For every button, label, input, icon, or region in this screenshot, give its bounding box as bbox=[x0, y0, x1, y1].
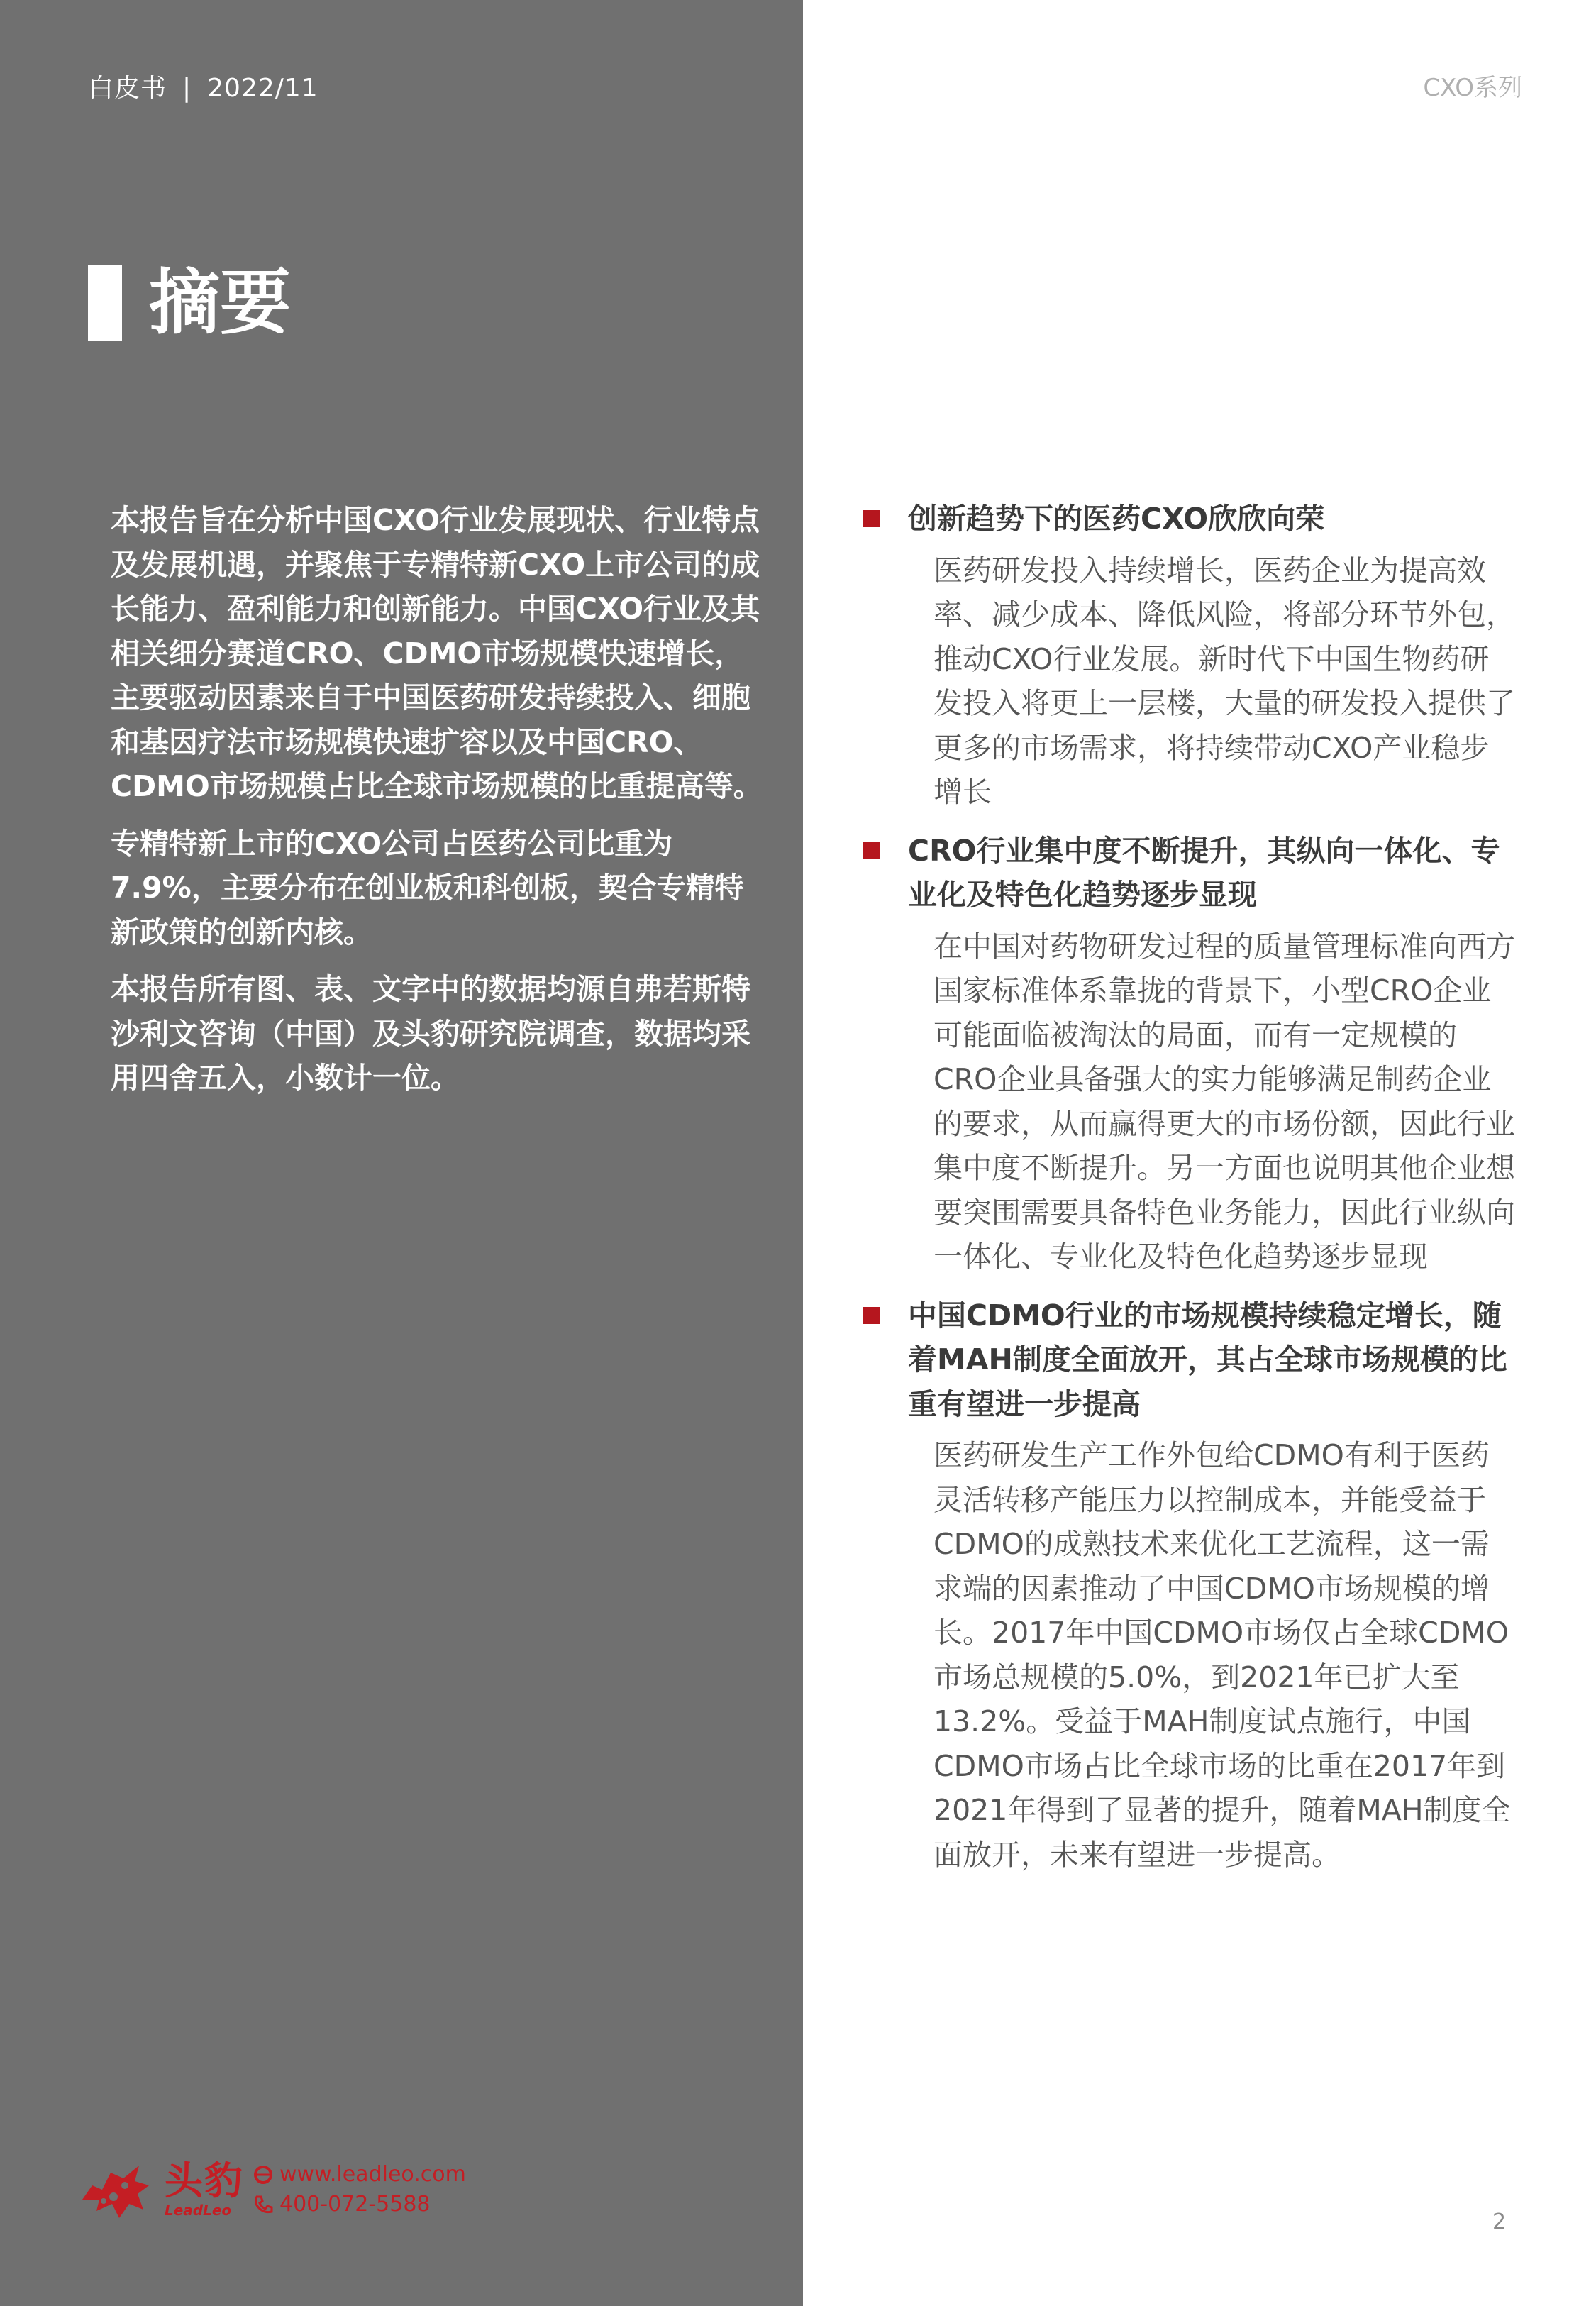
finding-body: 在中国对药物研发过程的质量管理标准向西方国家标准体系靠拢的背景下，小型CRO企业可能面临被淘汰的局面，而有一定规模的CRO企业具备强大的实力能够满足制药企业的要求，从而赢得更大的市场份额，因此行业集中度不断提升。另一方面也说明其他企业想要突围需要具备特色业务能力，因此行业纵向一体化、专业化及特色化趋势逐步显现 bbox=[933, 929, 1515, 1274]
phone-row bbox=[253, 2190, 466, 2219]
phone-icon bbox=[253, 2194, 274, 2215]
finding-title: 创新趋势下的医药CXO欣欣向荣 bbox=[908, 502, 1325, 536]
finding-title: 中国CDMO行业的市场规模持续稳定增长，随着MAH制度全面放开，其占全球市场规模的比重有望进一步提高 bbox=[908, 1298, 1507, 1421]
doc-date: 2022/11 bbox=[207, 74, 318, 103]
square-bullet-icon bbox=[863, 842, 880, 859]
finding-section bbox=[863, 497, 1515, 815]
summary-paragraph: 本报告旨在分析中国CXO行业发展现状、行业特点及发展机遇，并聚焦于专精特新CXO上市公司的成长能力、盈利能力和创新能力。中国CXO行业及其相关细分赛道CRO、CDMO市场规模快速增长，主要驱动因素来自于中国医药研发持续投入、细胞和基因疗法市场规模快速扩容以及中国CRO、CDMO市场规模占比全球市场规模的比重提高等。 bbox=[111, 503, 763, 803]
website-row bbox=[253, 2160, 466, 2190]
website-link[interactable]: www.leadleo.com bbox=[279, 2162, 466, 2187]
leadleo-logo bbox=[78, 2157, 466, 2222]
square-bullet-icon bbox=[863, 510, 880, 527]
page-number: 2 bbox=[1492, 2210, 1507, 2234]
leopard-icon bbox=[78, 2157, 153, 2222]
title-block bbox=[88, 261, 291, 344]
logo-name bbox=[165, 2158, 244, 2219]
doc-type: 白皮书 bbox=[88, 74, 167, 103]
series-label: CXO系列 bbox=[1423, 74, 1522, 102]
finding-body: 医药研发生产工作外包给CDMO有利于医药灵活转移产能压力以控制成本，并能受益于CDMO的成熟技术来优化工艺流程，这一需求端的因素推动了中国CDMO市场规模的增长。2017年中国CDMO市场仅占全球CDMO市场总规模的5.0%，到2021年已扩大至13.2%。受益于MAH制度试点施行，中国CDMO市场占比全球市场的比重在2017年到2021年得到了显著的提升，随着MAH制度全面放开，未来有望进一步提高。 bbox=[933, 1438, 1511, 1872]
square-bullet-icon bbox=[863, 1307, 880, 1324]
summary-paragraph: 本报告所有图、表、文字中的数据均源自弗若斯特沙利文咨询（中国）及头豹研究院调查，数据均采用四舍五入，小数计一位。 bbox=[111, 972, 750, 1095]
header-left bbox=[88, 68, 318, 104]
logo-name-en: LeadLeo bbox=[165, 2202, 232, 2219]
finding-header bbox=[863, 1293, 1515, 1427]
title-bar bbox=[88, 265, 122, 341]
header-separator: | bbox=[182, 74, 192, 103]
logo-contact bbox=[253, 2160, 466, 2219]
key-findings bbox=[863, 497, 1515, 1891]
web-icon bbox=[253, 2164, 274, 2185]
finding-header bbox=[863, 829, 1515, 917]
finding-section bbox=[863, 829, 1515, 1279]
logo-name-cn: 头豹 bbox=[165, 2158, 244, 2203]
summary-paragraph: 专精特新上市的CXO公司占医药公司比重为7.9%，主要分布在创业板和科创板，契合专精特新政策的创新内核。 bbox=[111, 826, 744, 949]
finding-title: CRO行业集中度不断提升，其纵向一体化、专业化及特色化趋势逐步显现 bbox=[908, 833, 1500, 912]
phone-number: 400-072-5588 bbox=[279, 2192, 431, 2217]
finding-section bbox=[863, 1293, 1515, 1877]
summary-text bbox=[111, 498, 770, 1113]
finding-header bbox=[863, 497, 1515, 541]
finding-body: 医药研发投入持续增长，医药企业为提高效率、减少成本、降低风险，将部分环节外包，推动CXO行业发展。新时代下中国生物药研发投入将更上一层楼，大量的研发投入提供了更多的市场需求，将持续带动CXO产业稳步增长 bbox=[933, 553, 1515, 809]
page-title: 摘要 bbox=[149, 261, 291, 344]
